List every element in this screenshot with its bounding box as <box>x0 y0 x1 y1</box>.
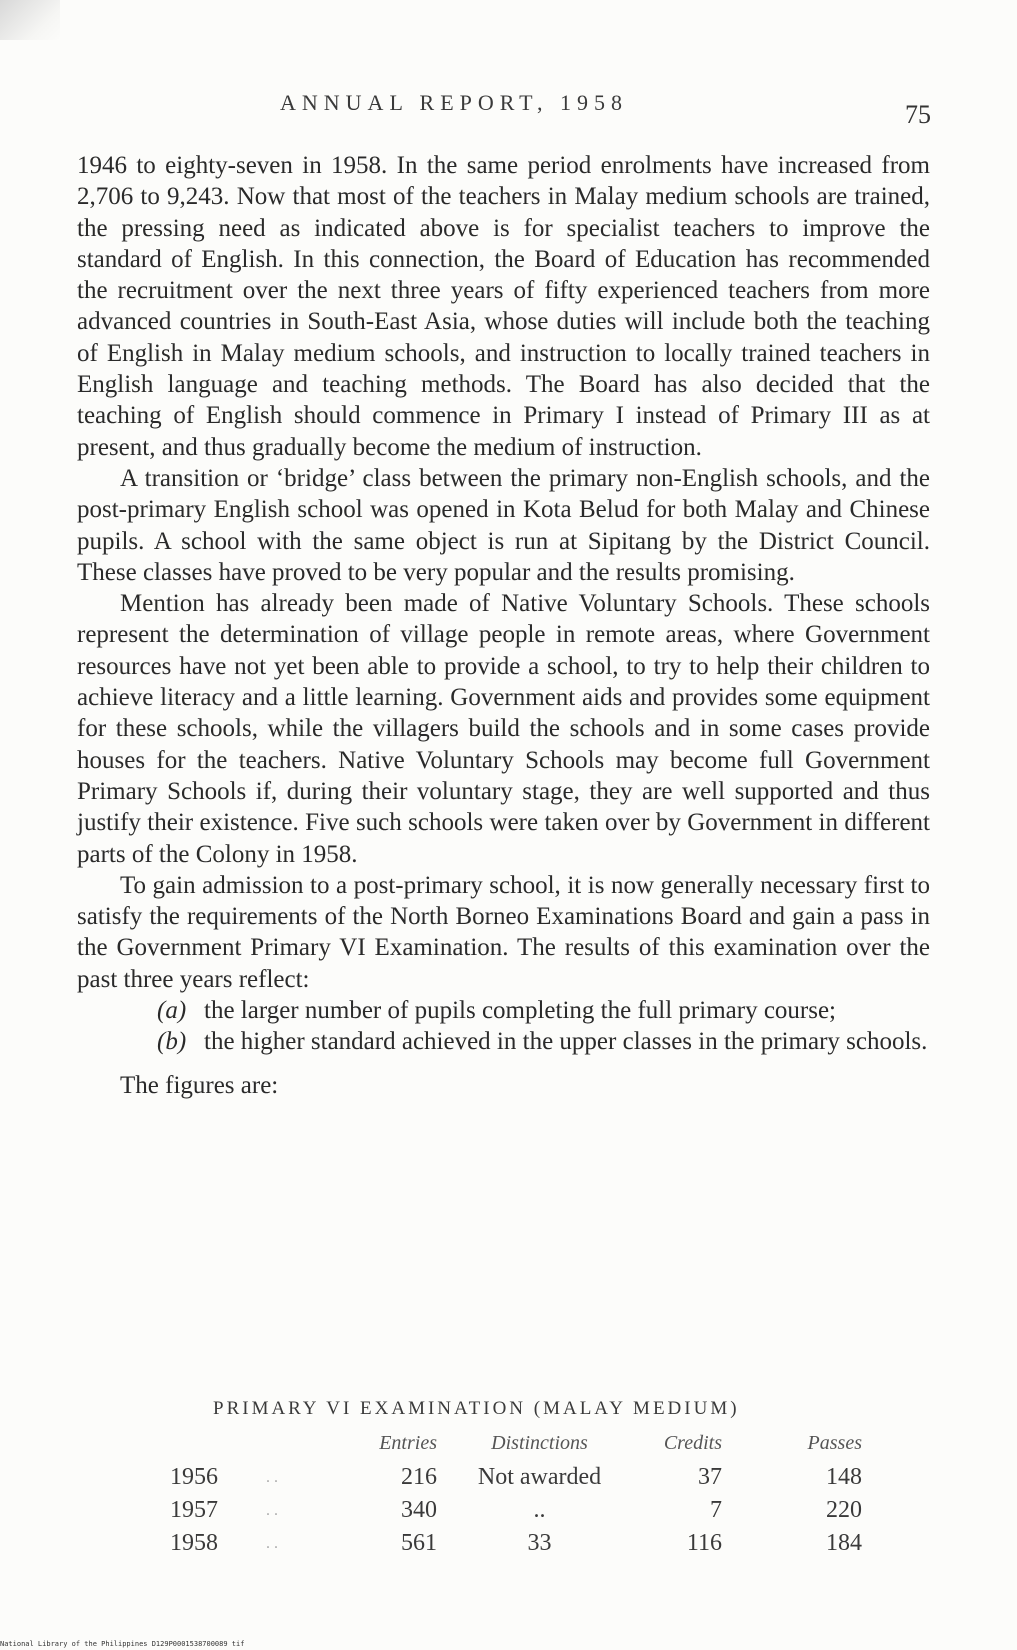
cell-credits: 7 <box>710 1497 722 1523</box>
cell-passes: 184 <box>826 1530 862 1556</box>
reflect-list <box>77 995 930 1058</box>
cell-entries: 561 <box>401 1530 437 1556</box>
cell-credits: 37 <box>698 1464 722 1490</box>
cell-passes: 148 <box>826 1464 862 1490</box>
cell-entries: 340 <box>401 1497 437 1523</box>
list-marker: (b) <box>157 1028 187 1056</box>
results-table <box>170 1432 862 1560</box>
list-item-text: the higher standard achieved in the upper classes in the primary schools. <box>204 1028 928 1056</box>
paragraph: 1946 to eighty-seven in 1958. In the same period enrolments have increased from 2,706 to 9,243. Now that most of the teachers in Malay medium schools are trained, the pressing need as indicated above is for specialist teachers to improve the standard of English. In this connection, the Board of Education has recommended the recruitment over the next three years of fifty experienced teachers from more advanced countries in South-East Asia, whose duties will include both the teaching of English in Malay medium schools, and instruction to locally trained teachers in English language and teaching methods. The Board has also decided that the teaching of English should commence in Primary I instead of Primary III as at present, and thus gradually become the medium of instruction. <box>77 152 930 461</box>
figures-lead: The figures are: <box>120 1071 279 1099</box>
cell-passes: 220 <box>826 1497 862 1523</box>
paragraph: A transition or ‘bridge’ class between the primary non-English schools, and the post-primary English school was opened in Kota Belud for both Malay and Chinese pupils. A school with the same object is run at Sipitang by the District Council. These classes have proved to be very popular and the results promising. <box>77 464 930 586</box>
list-item <box>77 995 930 1026</box>
scan-footer-note: National Library of the Philippines D129P0001538700089 tif <box>0 1640 245 1648</box>
cell-credits: 116 <box>686 1530 722 1556</box>
scan-shadow <box>0 0 60 40</box>
cell-year: 1956 <box>170 1464 218 1490</box>
paragraph: Mention has already been made of Native Voluntary Schools. These schools represent the determination of village people in remote areas, where Government resources have not yet been able to provide a school, to try to help their children to achieve literacy and a little learning. Government aids and provides some equipment for these schools, while the villagers build the schools and in some cases provide houses for the teachers. Native Voluntary Schools may become full Government Primary Schools if, during their voluntary stage, they are well supported and thus justify their existence. Five such schools were taken over by Government in different parts of the Colony in 1958. <box>77 590 930 868</box>
header-passes: Passes <box>807 1432 862 1454</box>
cell-distinctions: .. <box>533 1497 546 1523</box>
cell-leader: . . <box>266 1501 278 1519</box>
cell-distinctions: 33 <box>527 1530 552 1556</box>
header-entries: Entries <box>379 1432 437 1454</box>
cell-leader: . . <box>266 1468 278 1486</box>
table-row <box>170 1494 862 1527</box>
header-year <box>170 1432 266 1461</box>
header-credits: Credits <box>663 1432 722 1454</box>
header-leader <box>266 1432 362 1461</box>
cell-entries: 216 <box>401 1464 437 1490</box>
table-row <box>170 1527 862 1560</box>
table-row <box>170 1461 862 1494</box>
page-number: 75 <box>905 100 931 129</box>
table-header-row <box>170 1432 862 1461</box>
table-caption: PRIMARY VI EXAMINATION (MALAY MEDIUM) <box>213 1398 740 1419</box>
paragraph: To gain admission to a post-primary school, it is now generally necessary first to satisfy the requirements of the North Borneo Examinations Board and gain a pass in the Government Primary VI Examination. The results of this examination over the past three years reflect: <box>77 871 930 993</box>
cell-distinctions: Not awarded <box>477 1464 602 1490</box>
list-marker: (a) <box>157 997 187 1025</box>
running-head: ANNUAL REPORT, 1958 <box>280 90 628 115</box>
list-item-text: the larger number of pupils completing the full primary course; <box>204 997 837 1025</box>
list-item <box>77 1026 930 1057</box>
header-distinctions: Distinctions <box>491 1432 588 1454</box>
cell-leader: . . <box>266 1534 278 1552</box>
cell-year: 1957 <box>170 1497 218 1523</box>
cell-year: 1958 <box>170 1530 218 1556</box>
body-text <box>77 150 930 1101</box>
